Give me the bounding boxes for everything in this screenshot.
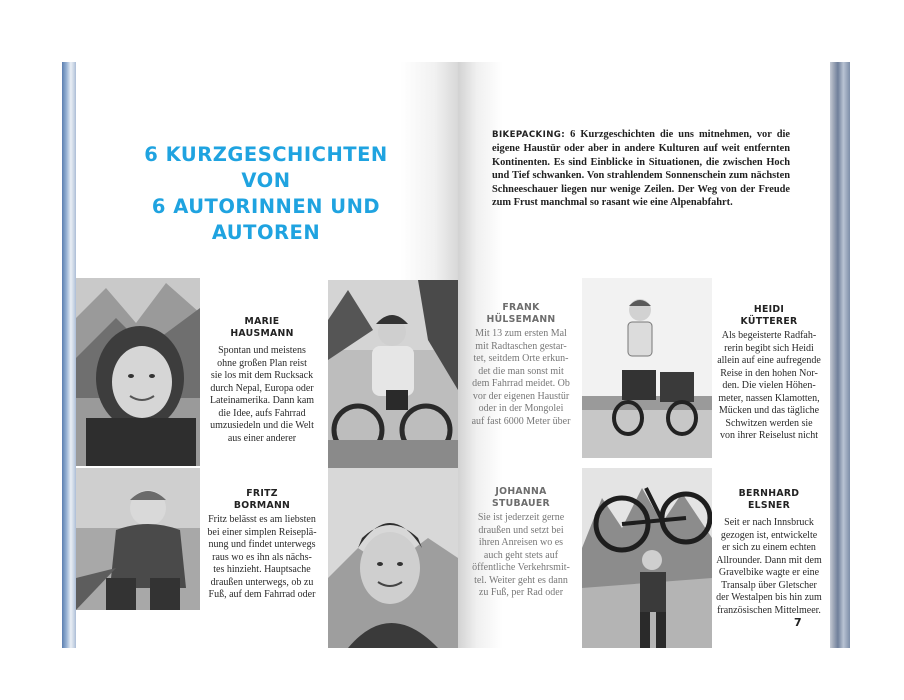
bio-line: ihren Anreisen wo es	[478, 537, 564, 548]
bio-line: durch Nepal, Europa oder	[210, 382, 314, 394]
author-bio	[202, 514, 322, 602]
bio-line: Mücken und das tägliche	[718, 405, 820, 416]
photo-frank-huelsemann	[328, 280, 458, 468]
bio-line: umzusiedeln und die Welt	[210, 420, 314, 431]
author-name-line: HEIDI	[753, 304, 785, 315]
bio-line: auf fast 6000 Meter über	[471, 415, 571, 427]
profile-fritz-bormann	[202, 488, 322, 602]
author-name-line: BORMANN	[233, 499, 291, 511]
bio-line: dem Fahrrad meidet. Ob	[472, 378, 570, 389]
author-name-line: STUBAUER	[491, 497, 551, 509]
bio-line: Gravelbike wagte er eine	[718, 567, 820, 578]
bio-line: draußen unterwegs, ob zu	[210, 576, 314, 588]
author-name	[462, 302, 580, 325]
left-page	[76, 62, 458, 648]
bio-line: Seit er nach Innsbruck	[724, 517, 814, 528]
profile-heidi-kuetterer	[708, 304, 830, 443]
bio-line: bei einer simplen Reiseplä-	[207, 526, 317, 538]
bio-line: französischen Mittelmeer.	[717, 604, 821, 616]
bio-line: Allrounder. Dann mit dem	[716, 554, 822, 566]
bio-line: Sie ist jederzeit gerne	[477, 512, 565, 523]
author-name-line: HAUSMANN	[230, 327, 294, 339]
bio-line: tes hinzieht. Hauptsache	[213, 564, 311, 575]
page-headline	[136, 142, 396, 246]
bio-line: Fuß, auf dem Fahrrad oder	[208, 589, 316, 600]
intro-paragraph	[492, 128, 790, 209]
author-bio	[462, 512, 580, 600]
author-name	[708, 304, 830, 327]
author-bio	[462, 328, 580, 428]
author-name-line: KÜTTERER	[740, 315, 798, 327]
headline-line: 6 KURZGESCHICHTEN	[144, 143, 388, 166]
bio-line: zu Fuß, per Rad oder	[478, 587, 564, 598]
bio-line: von ihrer Reiselust nicht	[719, 430, 819, 441]
page-number: 7	[794, 616, 802, 629]
bio-line: die Idee, aufs Fahrrad	[218, 407, 306, 419]
author-name	[462, 486, 580, 509]
intro-text: 6 Kurzgeschichten die uns mitnehmen, vor die eigene Haustür oder aber in andere Kulturen auf weit entfernten Kontinenten. Es sind Einblicke in Situationen, die zwischen Hoch und Tief schwanken. Von strahlendem Sonnenschein zum nächsten Schneeschauer liegen nur wenige Zeilen. Der Weg von der Freude zum Frust manchmal so rasant wie eine Alpenabfahrt.	[492, 129, 790, 209]
author-name-line: JOHANNA	[495, 486, 547, 497]
headline-line: 6 AUTORINNEN UND	[151, 195, 381, 218]
headline-line: AUTOREN	[211, 221, 321, 244]
bio-line: Transalp über Gletscher	[721, 579, 817, 591]
author-name-line: MARIE	[244, 316, 280, 327]
author-name-line: ELSNER	[747, 499, 791, 511]
bio-line: sie los mit dem Rucksack	[210, 370, 314, 381]
bio-line: auch geht stets auf	[483, 549, 559, 561]
photo-heidi-kuetterer	[582, 278, 712, 458]
bio-line: Lateinamerika. Dann kam	[209, 395, 315, 406]
bio-line: det die man sonst mit	[478, 365, 564, 377]
author-name-line: FRANK	[502, 302, 540, 313]
photo-bernhard-elsner	[582, 468, 712, 648]
bio-line: draußen und setzt bei	[478, 524, 564, 536]
photo-fritz-bormann	[76, 468, 200, 610]
bio-line: Mit 13 zum ersten Mal	[475, 328, 567, 339]
bio-line: öffentliche Verkehrsmit-	[472, 562, 570, 573]
photo-johanna-stubauer	[328, 468, 458, 648]
bio-line: allein auf eine aufregende	[717, 355, 821, 366]
author-bio	[708, 330, 830, 443]
author-bio	[708, 517, 830, 617]
bio-line: raus wo es ihn als nächs-	[212, 551, 312, 563]
bio-line: meter, nassen Klamotten,	[718, 392, 820, 404]
author-name-line: FRITZ	[246, 488, 278, 499]
bio-line: vor der eigenen Haustür	[472, 390, 570, 402]
profile-bernhard-elsner	[708, 488, 830, 617]
bio-line: mit Radtaschen gestar-	[475, 340, 567, 352]
profile-johanna-stubauer	[462, 486, 580, 600]
bio-line: Als begeisterte Radfah-	[721, 330, 817, 341]
bio-line: tet, seitdem Orte erkun-	[473, 353, 569, 364]
book-page-edge-right	[828, 62, 850, 648]
bio-line: Schwitzen werden sie	[725, 417, 813, 429]
headline-line: VON	[241, 169, 291, 192]
author-name-line: BERNHARD	[738, 488, 800, 499]
bio-line: Reise in den hohen Nor-	[720, 367, 818, 379]
intro-kicker: BIKEPACKING:	[492, 130, 566, 140]
profile-frank-huelsemann	[462, 302, 580, 428]
profile-marie-hausmann	[202, 316, 322, 445]
bio-line: nung und findet unterwegs	[208, 539, 316, 550]
bio-line: rerin begibt sich Heidi	[724, 342, 814, 354]
bio-line: oder in der Mongolei	[478, 403, 564, 414]
bio-line: aus einer anderer	[227, 432, 297, 444]
photo-marie-hausmann	[76, 278, 200, 466]
author-name	[202, 488, 322, 511]
bio-line: der Westalpen bis hin zum	[716, 592, 822, 603]
bio-line: Fritz belässt es am liebsten	[208, 514, 316, 525]
bio-line: den. Die vielen Höhen-	[722, 380, 816, 391]
bio-line: ohne großen Plan reist	[217, 357, 307, 369]
author-bio	[202, 345, 322, 445]
bio-line: gezogen ist, entwickelte	[720, 529, 818, 541]
right-page	[458, 62, 830, 648]
author-name	[708, 488, 830, 511]
author-name	[202, 316, 322, 339]
author-name-line: HÜLSEMANN	[486, 313, 556, 325]
bio-line: tel. Weiter geht es dann	[474, 574, 568, 586]
bio-line: er sich zu einem echten	[722, 542, 816, 553]
bio-line: Spontan und meistens	[218, 345, 306, 356]
